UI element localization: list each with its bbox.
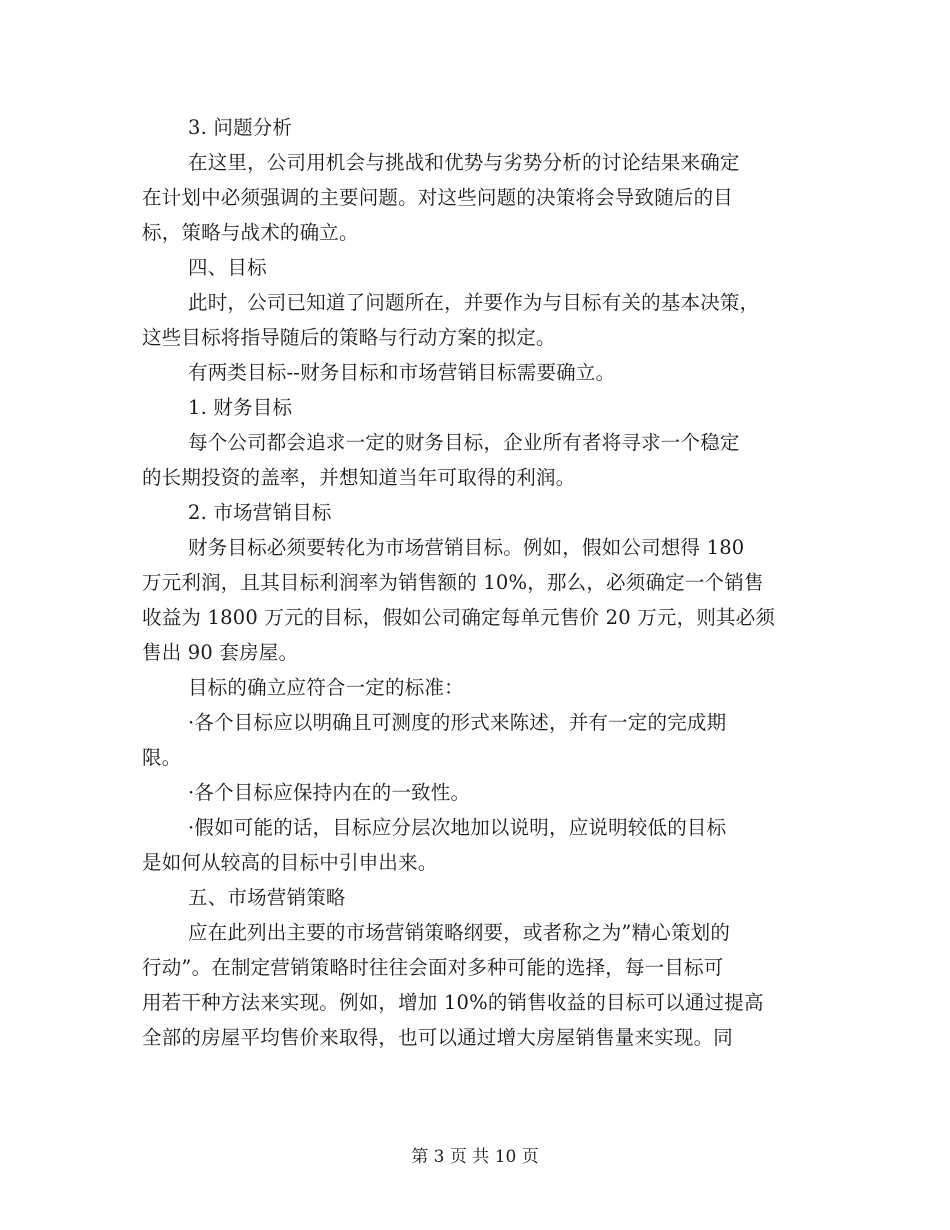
heading-marketing-strategy: 五、市场营销策略 [188,886,346,909]
heading-objectives: 四、目标 [188,256,267,279]
paragraph-line: 这些目标将指导随后的策略与行动方案的拟定。 [142,326,556,349]
paragraph-line: 财务目标必须要转化为市场营销目标。例如，假如公司想得 180 [188,536,745,559]
paragraph-line: 应在此列出主要的市场营销策略纲要，或者称之为”精心策划的 [188,921,731,944]
paragraph-line: 目标的确立应符合一定的标准： [188,676,464,699]
paragraph-line: 的长期投资的盖率，并想知道当年可取得的利润。 [142,466,576,489]
paragraph-line: 收益为 1800 万元的目标，假如公司确定每单元售价 20 万元，则其必须 [142,606,776,629]
paragraph-line: 用若干种方法来实现。例如，增加 10%的销售收益的目标可以通过提高 [142,991,764,1014]
paragraph-line: 万元利润，且其目标利润率为销售额的 10%，那么，必须确定一个销售 [142,571,764,594]
heading-financial-objectives: 1. 财务目标 [188,396,293,419]
paragraph-line: 全部的房屋平均售价来取得，也可以通过增大房屋销售量来实现。同 [142,1026,734,1049]
bullet-item-line: 限。 [142,746,182,769]
bullet-item-line: ·各个目标应保持内在的一致性。 [188,781,471,804]
heading-marketing-objectives: 2. 市场营销目标 [188,501,332,524]
paragraph-line: 在这里，公司用机会与挑战和优势与劣势分析的讨论结果来确定 [188,151,740,174]
paragraph-line: 售出 90 套房屋。 [142,641,299,664]
bullet-item-line: ·各个目标应以明确且可测度的形式来陈述，并有一定的完成期 [188,711,727,734]
paragraph-line: 此时，公司已知道了问题所在，并要作为与目标有关的基本决策， [188,291,760,314]
paragraph-line: 行动”。在制定营销策略时往往会面对多种可能的选择，每一目标可 [142,956,724,979]
paragraph-line: 在计划中必须强调的主要问题。对这些问题的决策将会导致随后的目 [142,186,734,209]
paragraph-line: 每个公司都会追求一定的财务目标，企业所有者将寻求一个稳定 [188,431,740,454]
paragraph-line: 标，策略与战术的确立。 [142,221,359,244]
paragraph-line: 有两类目标--财务目标和市场营销目标需要确立。 [188,361,616,384]
bullet-item-line: ·假如可能的话，目标应分层次地加以说明，应说明较低的目标 [188,816,727,839]
heading-problem-analysis: 3. 问题分析 [188,116,293,139]
document-body [142,110,810,1055]
bullet-item-line: 是如何从较高的目标中引申出来。 [142,851,438,874]
page-number-footer: 第 3 页 共 10 页 [411,1147,539,1167]
